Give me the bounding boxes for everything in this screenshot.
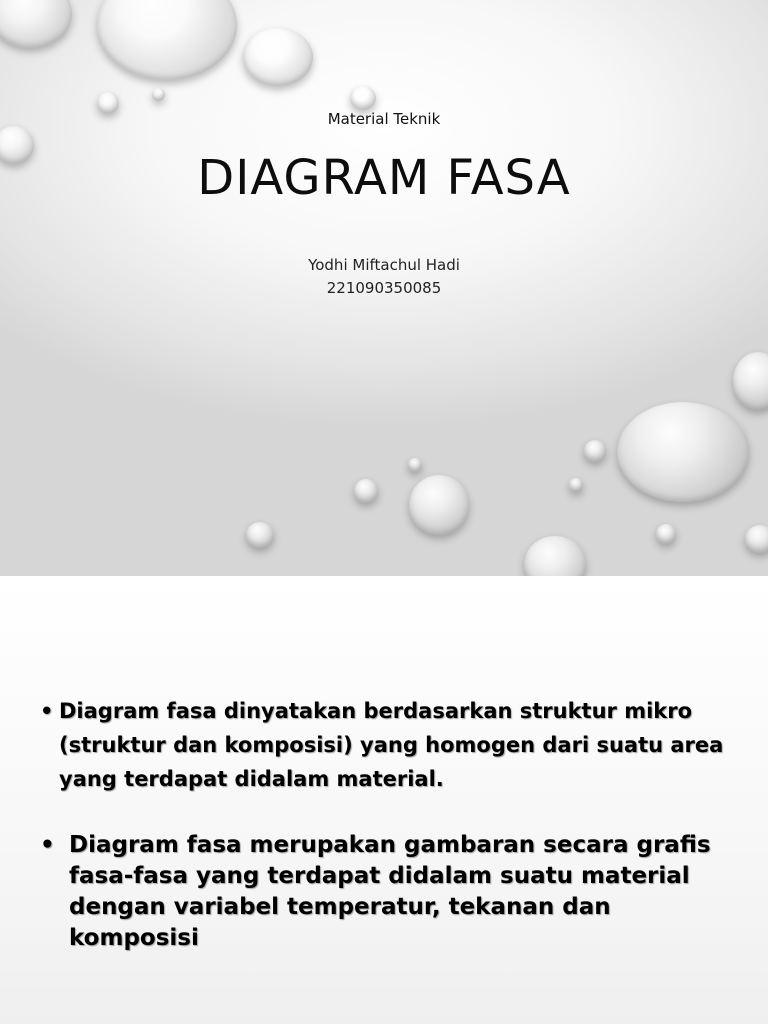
content-slide [0,576,768,1024]
water-drop-decoration [0,0,72,48]
water-drop-decoration [354,479,378,503]
author-block [0,254,768,300]
water-drop-decoration [584,440,606,462]
water-drop-decoration [745,525,768,553]
water-drop-decoration [152,88,165,101]
water-drop-decoration [409,475,469,535]
water-drop-decoration [408,458,422,472]
water-drop-decoration [569,478,583,492]
bullet-item [40,830,740,954]
water-drop-decoration [656,524,676,544]
water-drop-decoration [733,352,768,410]
slide-title: DIAGRAM FASA [197,150,571,206]
bullet-item [40,694,740,796]
bullet-text: Diagram fasa merupakan gambaran secara grafis fasa-fasa yang terdapat didalam suatu material dengan variabel temperatur, tekanan dan komposisi [69,832,711,951]
water-drop-decoration [350,86,376,110]
water-drop-decoration [246,522,274,548]
slide-subtitle: Material Teknik [327,110,441,128]
author-id: 221090350085 [326,279,442,297]
author-name: Yodhi Miftachul Hadi [308,256,460,274]
water-drop-decoration [524,536,586,576]
bullet-marker: • [40,699,54,723]
water-drop-decoration [97,0,237,80]
bullet-text: Diagram fasa dinyatakan berdasarkan struktur mikro (struktur dan komposisi) yang homogen dari suatu area yang terdapat didalam material. [59,699,724,791]
water-drop-decoration [243,28,313,86]
water-drop-decoration [617,402,749,502]
bullet-marker: • [40,832,55,858]
